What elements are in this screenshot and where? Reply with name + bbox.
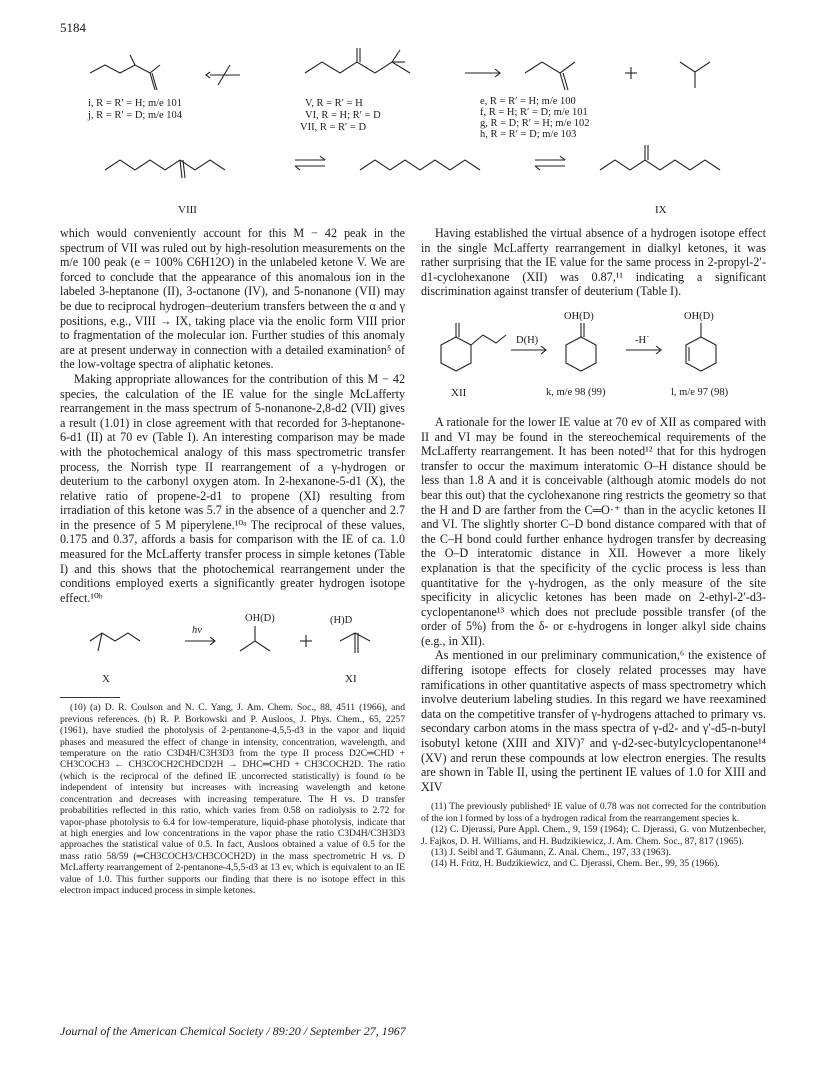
- left-paragraph-1: which would conveniently account for this M − 42 peak in the spectrum of VII was ruled out by high-resolution measurements on the m/e 100 peak (e = 100% C6H12O) in the unlabeled ketone V. We are forced to conclude that the appearance of this anomalous ion in the labeled 3-heptanone (II), 3-octanone (IV), and 5-nonanone (VII) may be due to reciprocal hydrogen–deuterium transfers between the α and γ positions, e.g., VIII → IX, taking place via the enolic form VIII prior to fragmentation of the molecular ion. Further studies of this anomaly are at present underway in connection with a detailed examination⁵ of the low-voltage spectra of aliphatic ketones.: [60, 226, 405, 372]
- fig-ohd1-label: OH(D): [564, 310, 594, 322]
- scheme-label-f: f, R = H; R′ = D; m/e 101: [480, 107, 588, 118]
- scheme-label-viii: VIII: [178, 204, 197, 216]
- scheme-label-v: V, R = R′ = H: [305, 98, 363, 109]
- footnote-12: (12) C. Djerassi, Pure Appl. Chem., 9, 159 (1964); C. Djerassi, G. von Mutzenbecher, J. Fajkos, D. H. Williams, and H. Budzikiewicz, J. Am. Chem. Soc., 87, 817 (1965).: [421, 824, 766, 847]
- scheme-label-g: g, R = D; R′ = H; m/e 102: [480, 118, 590, 129]
- left-paragraph-2: Making appropriate allowances for the contribution of this M − 42 species, the calculation of the IE value for the single McLafferty rearrangement in the mass spectrum of 5-nonanone-2,8-d2 (VII) gives a result (1.01) in close agreement with that recorded for 3-heptanone-6-d1 (II) at 70 ev (Table I). An interesting comparison may be made with the photochemical analogy of this mass spectrometric transfer process, the Norrish type II rearrangement of a γ-hydrogen or deuterium to the carbonyl oxygen atom. In 2-hexanone-5-d1 (X), the relative ratio of propene-2-d1 to propene (XI) resulting from irradiation of this ketone was 5.7 in the absence of a quencher and 2.7 in the presence of 5 M piperylene.¹⁰ᵃ The reciprocal of these values, 0.175 and 0.37, affords a basis for comparison with the IE of ca. 1.0 measured for the McLafferty transfer process in simple ketones (Table I) and this shows that the photochemical rearrangement under the conditions employed exerts a significantly greater hydrogen isotope effect.¹⁰ᵇ: [60, 371, 405, 605]
- footnotes-right: [421, 801, 766, 869]
- page-number: 5184: [60, 20, 86, 35]
- scheme-label-h: h, R = R′ = D; m/e 103: [480, 129, 577, 140]
- footnote-10: (10) (a) D. R. Coulson and N. C. Yang, J. Am. Chem. Soc., 88, 4511 (1966), and previous references. (b) R. P. Borkowski and P. Ausloos, J. Phys. Chem., 65, 2257 (1961), have studied the photolysis of 2-pentanone-4,5,5-d3 in the vapor and liquid phases and measured the effect of change in intensity, concentration, wavelength, and temperature on the ratio C3D4H/C3H3D3 from the type II process D2C═CHD + CH3COCH3 ← CH3COCH2CHDCD2H → DHC═CHD + CH3COCH2D. The ratio (which is the reciprocal of the defined IE uncorrected statistically) is found to be independent of intensity but increases with increasing wavelength and ketone concentration and decreases with increasing temperature. The H vs. D transfer probabilities reflected in this ratio, which varies from 0.58 on radiolysis to 2.72 for vapor-phase photolysis to 6.4 for low-temperature, liquid-phase photolysis, indicate that at high energies and low concentrations in the vapor phase the ratio C3D4H/C3H3D3 approaches the statistical value of 0.5. In fact, Ausloos obtained a value of 0.5 for the mass ratio 58/59 (═CH3COCH3/CH3COCH2D) in the mass spectrometric H vs. D McLafferty rearrangement of 2-pentanone-4,5,5-d3 at 13 ev, which is equivalent to an IE value of 1.0. This further supports our finding that there is no isotope effect in this electron impact induced process in simple ketones.: [60, 702, 405, 896]
- scheme-label-i: i, R = R′ = H; m/e 101: [88, 98, 183, 109]
- footnote-14: (14) H. Fritz, H. Budzikiewicz, and C. Djerassi, Chem. Ber., 99, 35 (1966).: [431, 858, 720, 870]
- right-paragraph-1: Having established the virtual absence of a hydrogen isotope effect in the single McLafferty rearrangement in dialkyl ketones, it was rather surprising that the IE value for the same process in 2-propyl-2′-d1-cyclohexanone (XII) was 0.87,¹¹ indicating a significant discrimination against transfer of deuterium (Table I).: [421, 226, 766, 299]
- fig-k-label: k, m/e 98 (99): [546, 386, 606, 398]
- fig-hv-label: hν: [192, 625, 202, 637]
- scheme-label-e: e, R = R′ = H; m/e 100: [480, 96, 576, 107]
- fig-x-label: X: [102, 673, 110, 686]
- right-paragraph-3: As mentioned in our preliminary communication,⁶ the existence of differing isotope effects for closely related processes may have ramifications in other quantitative aspects of mass spectrometry which involve deuterium labeling studies. In this regard we have reexamined data on the competitive transfer of γ-hydrogens attached to primary vs. secondary carbon atoms in the mass spectra of γ-d2- and γ′-d5-n-butyl isobutyl ketone (XIII and XIV)⁷ and γ-d2-sec-butylcyclopentanone¹⁴ (XV) and rerun these compounds at low electron energies. The results are shown in Table II, using the pertinent IE values of 1.0 for XIII and XIV: [421, 648, 766, 794]
- scheme-drawing: [60, 40, 760, 225]
- fig-xii-label: XII: [451, 386, 467, 399]
- fig-minus-h-label: -H˙: [635, 334, 650, 346]
- scheme-label-ix: IX: [655, 204, 667, 216]
- footnote-rule-right: [421, 798, 481, 799]
- journal-footer: Journal of the American Chemical Society / 89:20 / September 27, 1967: [60, 1024, 406, 1038]
- scheme-label-vii: VII, R = R′ = D: [300, 122, 367, 133]
- fig-ohd2-label: OH(D): [684, 310, 714, 322]
- scheme-label-vi: VI, R = H; R′ = D: [305, 110, 381, 121]
- right-column: [421, 226, 766, 870]
- fig-hd-label: (H)D: [330, 615, 353, 627]
- fig-dh-label: D(H): [516, 334, 539, 346]
- figure-xii-rearrangement: [421, 305, 766, 415]
- scheme-label-j: j, R = R′ = D; m/e 104: [88, 110, 183, 121]
- footnotes-left: [60, 702, 405, 896]
- fig-ohd-label: OH(D): [245, 613, 275, 625]
- fig-xi-label: XI: [345, 673, 357, 686]
- reaction-scheme: [60, 40, 760, 225]
- footnote-rule: [60, 697, 120, 698]
- footnote-11: (11) The previously published⁶ IE value of 0.78 was not corrected for the contribution of the ion l formed by loss of a hydrogen radical from the rearrangement species k.: [421, 801, 766, 824]
- left-column: [60, 226, 405, 896]
- footnote-13: (13) J. Seibl and T. Gäumann, Z. Anal. Chem., 197, 33 (1963).: [431, 847, 671, 859]
- fig-l-label: l, m/e 97 (98): [671, 386, 729, 398]
- right-paragraph-2: A rationale for the lower IE value at 70 ev of XII as compared with II and VI may be found in the stereochemical requirements of the McLafferty rearrangement. It has been noted¹² that for this hydrogen transfer to occur the maximum interatomic O–H distance should be less than 1.8 A and it is conceivable (although atomic models do not bear this out) that the cyclohexanone ring restricts the geometry so that the H and D are farther from the C═O·⁺ than in the acyclic ketones II and VI. The slightly shorter C–D bond distance compared with that of the C–H bond could further enhance hydrogen transfer by decreasing the O–D interatomic distance in XII. However a more likely explanation is that the specificity of the cyclic process is less than quantitative for the γ-hydrogen, as the only measure of the site specificity in alicyclic ketones has been made on 2-ethyl-2′-d3-cyclopentanone¹³ which does not preclude possible transfer (of the order of 5%) from the δ- or ε-hydrogens in longer alkyl side chains (e.g., in XII).: [421, 414, 766, 648]
- figure-x-photolysis: [60, 611, 405, 691]
